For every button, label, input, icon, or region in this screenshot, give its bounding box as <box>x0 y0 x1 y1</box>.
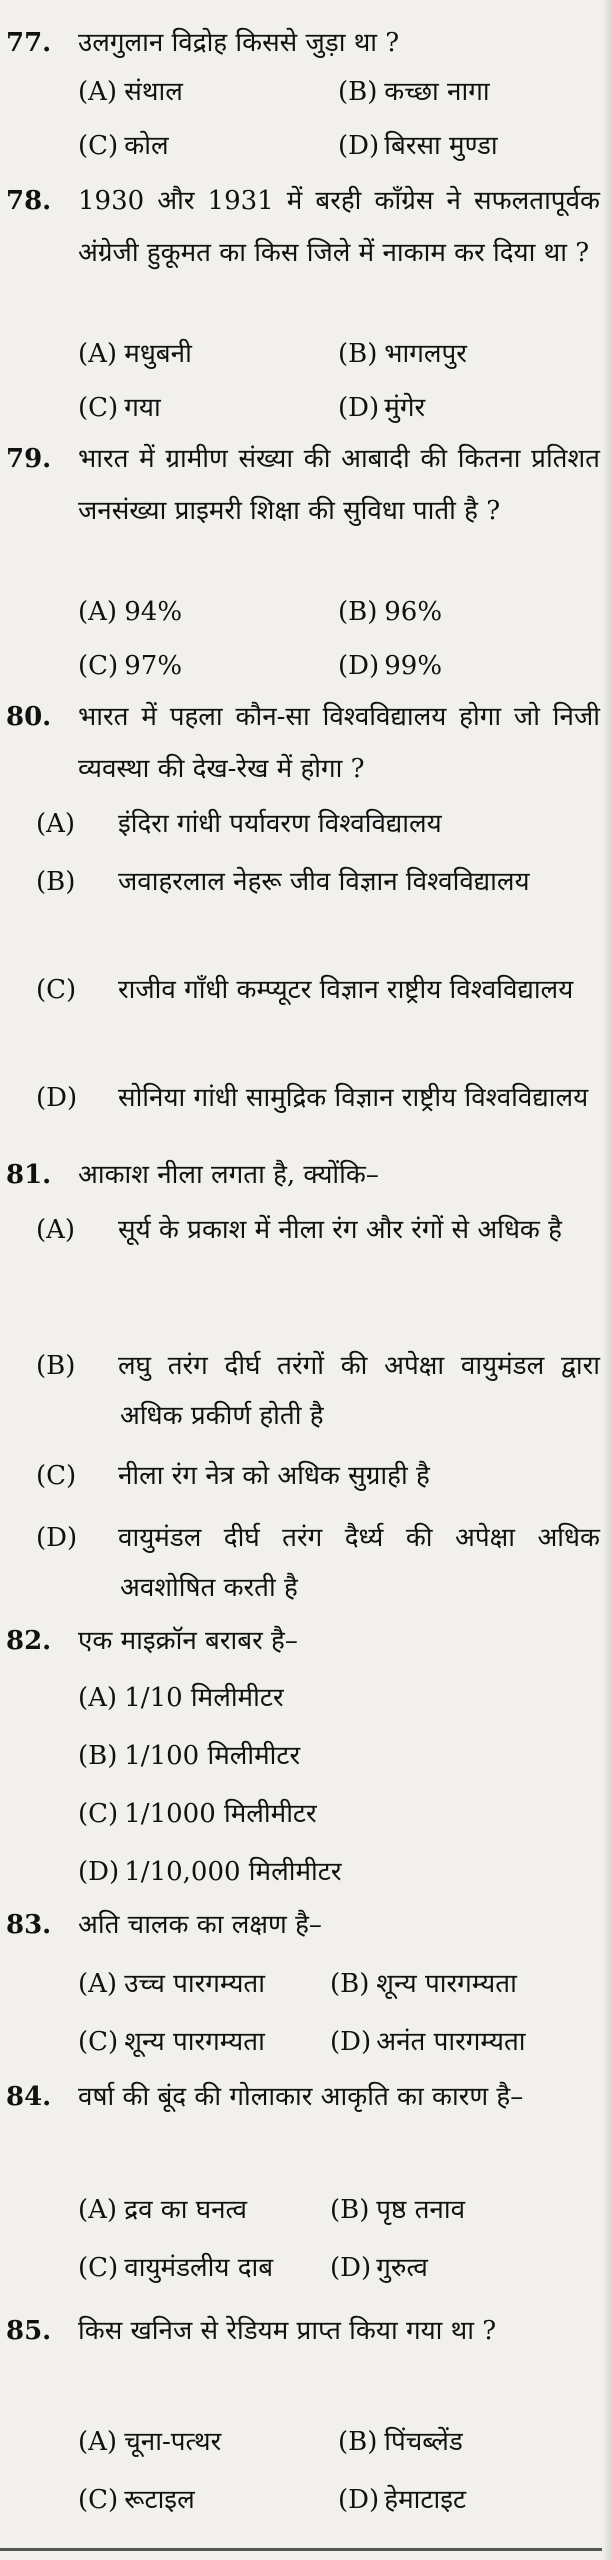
option-text: उच्च पारगम्यता <box>124 1969 265 1999</box>
option-label: (D) <box>36 1523 78 1553</box>
option-a <box>78 76 183 108</box>
option-label: (C) <box>78 393 119 423</box>
question-text: आकाश नीला लगता है, क्योंकि– <box>78 1160 379 1190</box>
option-label: (A) <box>36 1215 76 1245</box>
option-text: 1/100 मिलीमीटर <box>124 1741 301 1771</box>
option-b <box>338 2426 463 2458</box>
option-label: (A) <box>78 1683 118 1713</box>
option-a <box>78 1682 284 1714</box>
option-text: पृष्ठ तनाव <box>376 2195 466 2225</box>
option-text: बिरसा मुण्डा <box>384 131 498 161</box>
question-number: 83. <box>6 1910 52 1940</box>
option-text: लघु तरंग दीर्घ तरंगों की अपेक्षा वायुमंडल द्वारा अधिक प्रकीर्ण होती है <box>118 1351 600 1431</box>
option-text: मुंगेर <box>384 393 426 423</box>
option-d <box>338 650 442 682</box>
option-text: सूर्य के प्रकाश में नीला रंग और रंगों से अधिक है <box>118 1215 562 1245</box>
option-b <box>78 1740 300 1772</box>
option-text: 1/10 मिलीमीटर <box>124 1683 284 1713</box>
option-label: (B) <box>338 2427 378 2457</box>
option-text: राजीव गाँधी कम्प्यूटर विज्ञान राष्ट्रीय विश्वविद्यालय <box>118 975 574 1005</box>
option-label: (B) <box>330 1969 370 1999</box>
bottom-divider <box>0 2548 612 2551</box>
page-edge-shadow <box>602 0 612 2560</box>
option-b <box>36 857 600 907</box>
option-a <box>36 1205 600 1255</box>
option-label: (B) <box>78 1741 118 1771</box>
option-d <box>78 1856 341 1888</box>
question-text: अति चालक का लक्षण है– <box>78 1910 322 1940</box>
option-text: मधुबनी <box>124 339 192 369</box>
option-label: (D) <box>338 393 380 423</box>
option-text: कोल <box>124 131 169 161</box>
option-b <box>338 338 467 370</box>
option-label: (B) <box>338 597 378 627</box>
option-text: वायुमंडल दीर्घ तरंग दैर्ध्य की अपेक्षा अधिक अवशोषित करती है <box>118 1523 600 1603</box>
question-text: वर्षा की बूंद की गोलाकार आकृति का कारण है– <box>78 2082 524 2112</box>
option-text: चूना-पत्थर <box>124 2427 222 2457</box>
option-a <box>78 1968 265 2000</box>
option-a <box>78 338 192 370</box>
question-number: 77. <box>6 28 52 58</box>
option-text: नीला रंग नेत्र को अधिक सुग्राही है <box>118 1461 430 1491</box>
option-label: (A) <box>78 2195 118 2225</box>
option-d <box>338 130 498 162</box>
option-label: (C) <box>36 1461 77 1491</box>
question-text: भारत में ग्रामीण संख्या की आबादी की कितना प्रतिशत जनसंख्या प्राइमरी शिक्षा की सुविधा पाती है ? <box>78 444 600 526</box>
option-label: (C) <box>78 1799 119 1829</box>
option-label: (D) <box>338 131 380 161</box>
option-c <box>78 2026 265 2058</box>
option-text: रूटाइल <box>124 2485 195 2515</box>
question-text: 1930 और 1931 में बरही कॉंग्रेस ने सफलतापूर्वक अंग्रेजी हुकूमत का किस जिले में नाकाम कर दिया था ? <box>78 186 600 268</box>
option-label: (A) <box>78 1969 118 1999</box>
option-c <box>78 2252 273 2284</box>
option-d <box>36 1513 600 1613</box>
option-label: (D) <box>330 2253 372 2283</box>
option-label: (A) <box>78 2427 118 2457</box>
option-text: गया <box>124 393 161 423</box>
option-b <box>338 76 490 108</box>
question-text: किस खनिज से रेडियम प्राप्त किया गया था ? <box>78 2316 497 2346</box>
option-c <box>78 2484 195 2516</box>
question-number: 84. <box>6 2082 52 2112</box>
option-text: वायुमंडलीय दाब <box>124 2253 274 2283</box>
option-text: 99% <box>384 651 443 681</box>
option-label: (B) <box>338 77 378 107</box>
option-label: (D) <box>338 2485 380 2515</box>
question-number: 80. <box>6 702 52 732</box>
option-a <box>78 2194 247 2226</box>
option-text: अनंत पारगम्यता <box>376 2027 526 2057</box>
option-label: (C) <box>78 2485 119 2515</box>
option-b <box>330 1968 517 2000</box>
question-number: 85. <box>6 2316 52 2346</box>
option-text: 94% <box>124 597 183 627</box>
question-number: 81. <box>6 1160 52 1190</box>
option-label: (D) <box>338 651 380 681</box>
option-text: शून्य पारगम्यता <box>124 2027 265 2057</box>
option-label: (D) <box>78 1857 120 1887</box>
option-d <box>330 2252 428 2284</box>
option-b <box>338 596 442 628</box>
option-d <box>338 392 425 424</box>
option-label: (D) <box>330 2027 372 2057</box>
option-label: (B) <box>36 1351 76 1381</box>
question-text: भारत में पहला कौन-सा विश्वविद्यालय होगा जो निजी व्यवस्था की देख-रेख में होगा ? <box>78 702 600 784</box>
option-text: पिंचब्लेंड <box>384 2427 463 2457</box>
option-c <box>78 392 161 424</box>
option-c <box>78 650 182 682</box>
option-d <box>338 2484 466 2516</box>
option-label: (A) <box>78 597 118 627</box>
option-text: भागलपुर <box>384 339 467 369</box>
option-a <box>78 596 182 628</box>
option-text: गुरुत्व <box>376 2253 428 2283</box>
option-d <box>330 2026 526 2058</box>
option-a <box>36 799 600 849</box>
option-label: (A) <box>78 339 118 369</box>
question-text: उलगुलान विद्रोह किससे जुड़ा था ? <box>78 28 400 58</box>
option-label: (B) <box>330 2195 370 2225</box>
option-label: (C) <box>78 651 119 681</box>
option-text: 1/1000 मिलीमीटर <box>124 1799 317 1829</box>
option-text: कच्छा नागा <box>384 77 490 107</box>
option-label: (B) <box>338 339 378 369</box>
question-number: 78. <box>6 186 52 216</box>
option-b <box>36 1341 600 1441</box>
option-label: (A) <box>36 809 76 839</box>
option-text: शून्य पारगम्यता <box>376 1969 517 1999</box>
option-label: (C) <box>78 2027 119 2057</box>
option-d <box>36 1073 600 1123</box>
option-text: संथाल <box>124 77 183 107</box>
option-label: (A) <box>78 77 118 107</box>
option-c <box>36 1451 600 1501</box>
option-c <box>78 1798 317 1830</box>
option-text: द्रव का घनत्व <box>124 2195 247 2225</box>
option-text: 96% <box>384 597 443 627</box>
option-b <box>330 2194 465 2226</box>
option-text: 97% <box>124 651 183 681</box>
option-c <box>78 130 169 162</box>
option-label: (C) <box>36 975 77 1005</box>
option-a <box>78 2426 221 2458</box>
option-label: (B) <box>36 867 76 897</box>
option-label: (D) <box>36 1083 78 1113</box>
option-label: (C) <box>78 2253 119 2283</box>
option-text: सोनिया गांधी सामुद्रिक विज्ञान राष्ट्रीय विश्वविद्यालय <box>118 1083 589 1113</box>
option-text: हेमाटाइट <box>384 2485 467 2515</box>
option-label: (C) <box>78 131 119 161</box>
option-text: इंदिरा गांधी पर्यावरण विश्वविद्यालय <box>118 809 442 839</box>
question-number: 79. <box>6 444 52 474</box>
option-c <box>36 965 600 1015</box>
question-text: एक माइक्रॉन बराबर है– <box>78 1626 298 1656</box>
question-number: 82. <box>6 1626 52 1656</box>
option-text: 1/10,000 मिलीमीटर <box>124 1857 342 1887</box>
option-text: जवाहरलाल नेहरू जीव विज्ञान विश्वविद्यालय <box>118 867 530 897</box>
